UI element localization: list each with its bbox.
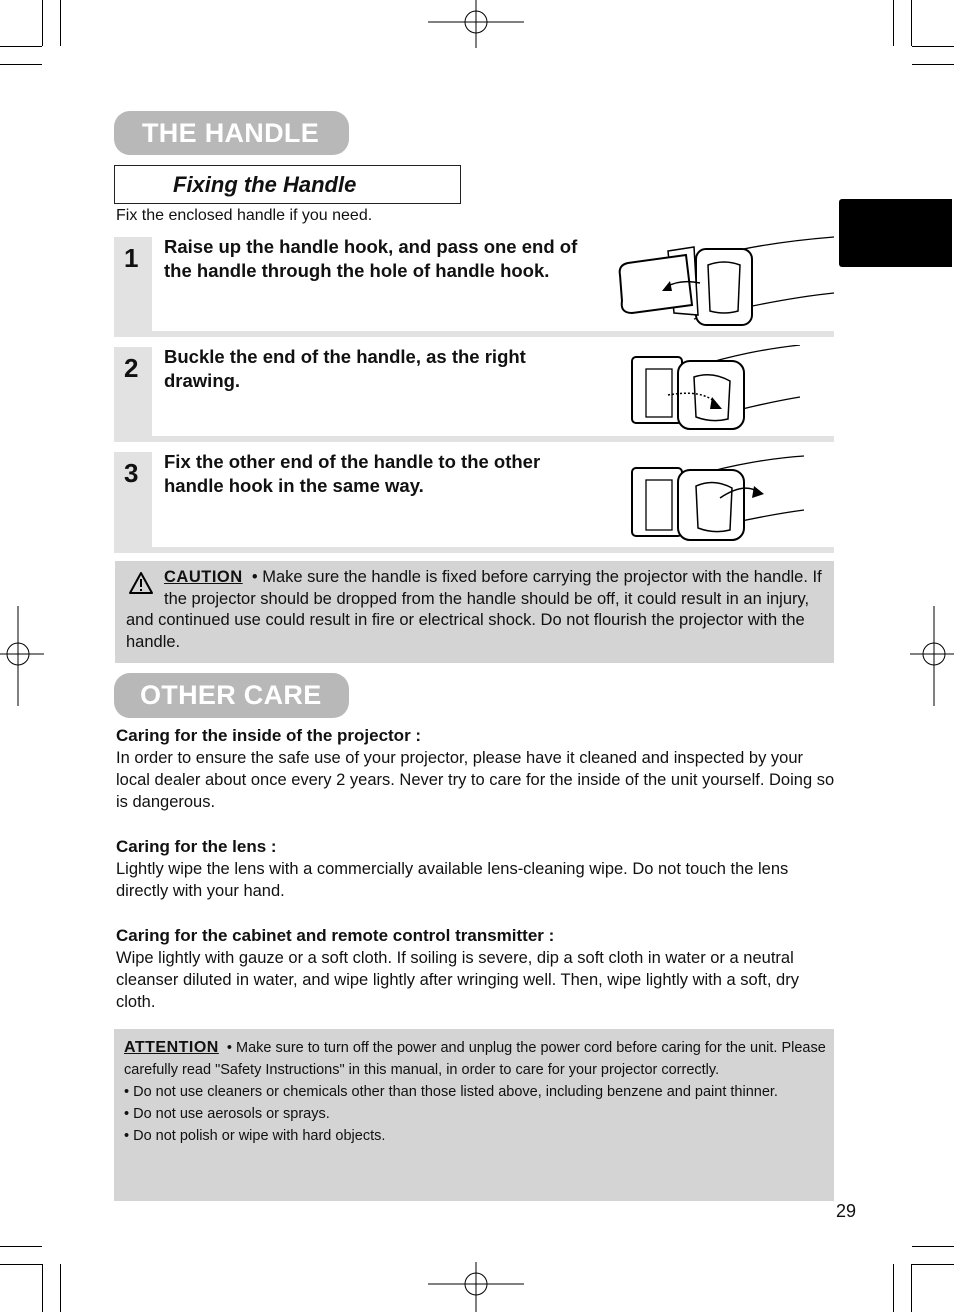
registration-mark-right xyxy=(910,606,954,706)
handle-intro: Fix the enclosed handle if you need. xyxy=(116,207,373,224)
section-title-other-care: OTHER CARE xyxy=(114,673,349,718)
care-heading: Caring for the inside of the projector : xyxy=(116,726,422,745)
handle-step2-illustration xyxy=(624,345,804,433)
caution-text: • Make sure the handle is fixed before carrying the projector with the handle. If the projector should be dropped from the handle should be off, it could result in an injury, and continued use could result in fire or electrical shock. Do not flourish the projector with the handle. xyxy=(126,568,822,651)
caution-label: CAUTION xyxy=(164,568,243,586)
registration-mark-top xyxy=(428,0,524,48)
section-title-handle: THE HANDLE xyxy=(114,111,349,155)
care-list xyxy=(116,725,836,1013)
care-body: In order to ensure the safe use of your projector, please have it cleaned and inspected by your local dealer about once every 2 years. Never try to care for the inside of the unit yourself. Doing so is dangerous. xyxy=(116,749,835,811)
registration-mark-left xyxy=(0,606,44,706)
care-item-inside xyxy=(116,725,836,813)
attention-bullet: • Do not use aerosols or sprays. xyxy=(124,1106,330,1122)
handle-step3-illustration xyxy=(624,452,814,542)
attention-bullet: • Do not use cleaners or chemicals other than those listed above, including benzene and paint thinner. xyxy=(124,1084,778,1100)
care-body: Lightly wipe the lens with a commercially available lens-cleaning wipe. Do not touch the lens directly with your hand. xyxy=(116,860,789,900)
step-1 xyxy=(114,237,834,337)
step-number: 3 xyxy=(124,458,139,488)
step-2 xyxy=(114,347,834,442)
attention-label: ATTENTION xyxy=(124,1039,219,1056)
warning-triangle-icon xyxy=(128,571,154,595)
care-item-lens xyxy=(116,836,836,902)
caution-box xyxy=(115,561,834,663)
step-text: Buckle the end of the handle, as the right drawing. xyxy=(164,346,526,391)
handle-step1-illustration xyxy=(614,235,836,327)
page-number: 29 xyxy=(836,1201,857,1221)
attention-box xyxy=(114,1029,834,1201)
attention-text: • Make sure to turn off the power and unplug the power cord before caring for the unit. Please carefully read "Safety Instructions" in this manual, in order to care for your projector correctly. xyxy=(124,1040,826,1078)
care-body: Wipe lightly with gauze or a soft cloth. If soiling is severe, dip a soft cloth in water or a neutral cleanser diluted in water, and wipe lightly after wringing well. Then, wipe lightly with a soft, dry cloth. xyxy=(116,949,799,1011)
step-text: Fix the other end of the handle to the other handle hook in the same way. xyxy=(164,451,541,496)
care-heading: Caring for the lens : xyxy=(116,837,277,856)
care-item-cabinet xyxy=(116,925,836,1013)
step-3 xyxy=(114,452,834,553)
step-text: Raise up the handle hook, and pass one end of the handle through the hole of handle hook. xyxy=(164,236,578,281)
registration-mark-bottom xyxy=(428,1262,524,1312)
attention-bullet: • Do not polish or wipe with hard objects. xyxy=(124,1128,386,1144)
step-number: 1 xyxy=(124,243,139,273)
step-number: 2 xyxy=(124,353,139,383)
edge-tab xyxy=(839,199,952,267)
subsection-title-fixing: Fixing the Handle xyxy=(114,165,461,204)
care-heading: Caring for the cabinet and remote control transmitter : xyxy=(116,926,555,945)
